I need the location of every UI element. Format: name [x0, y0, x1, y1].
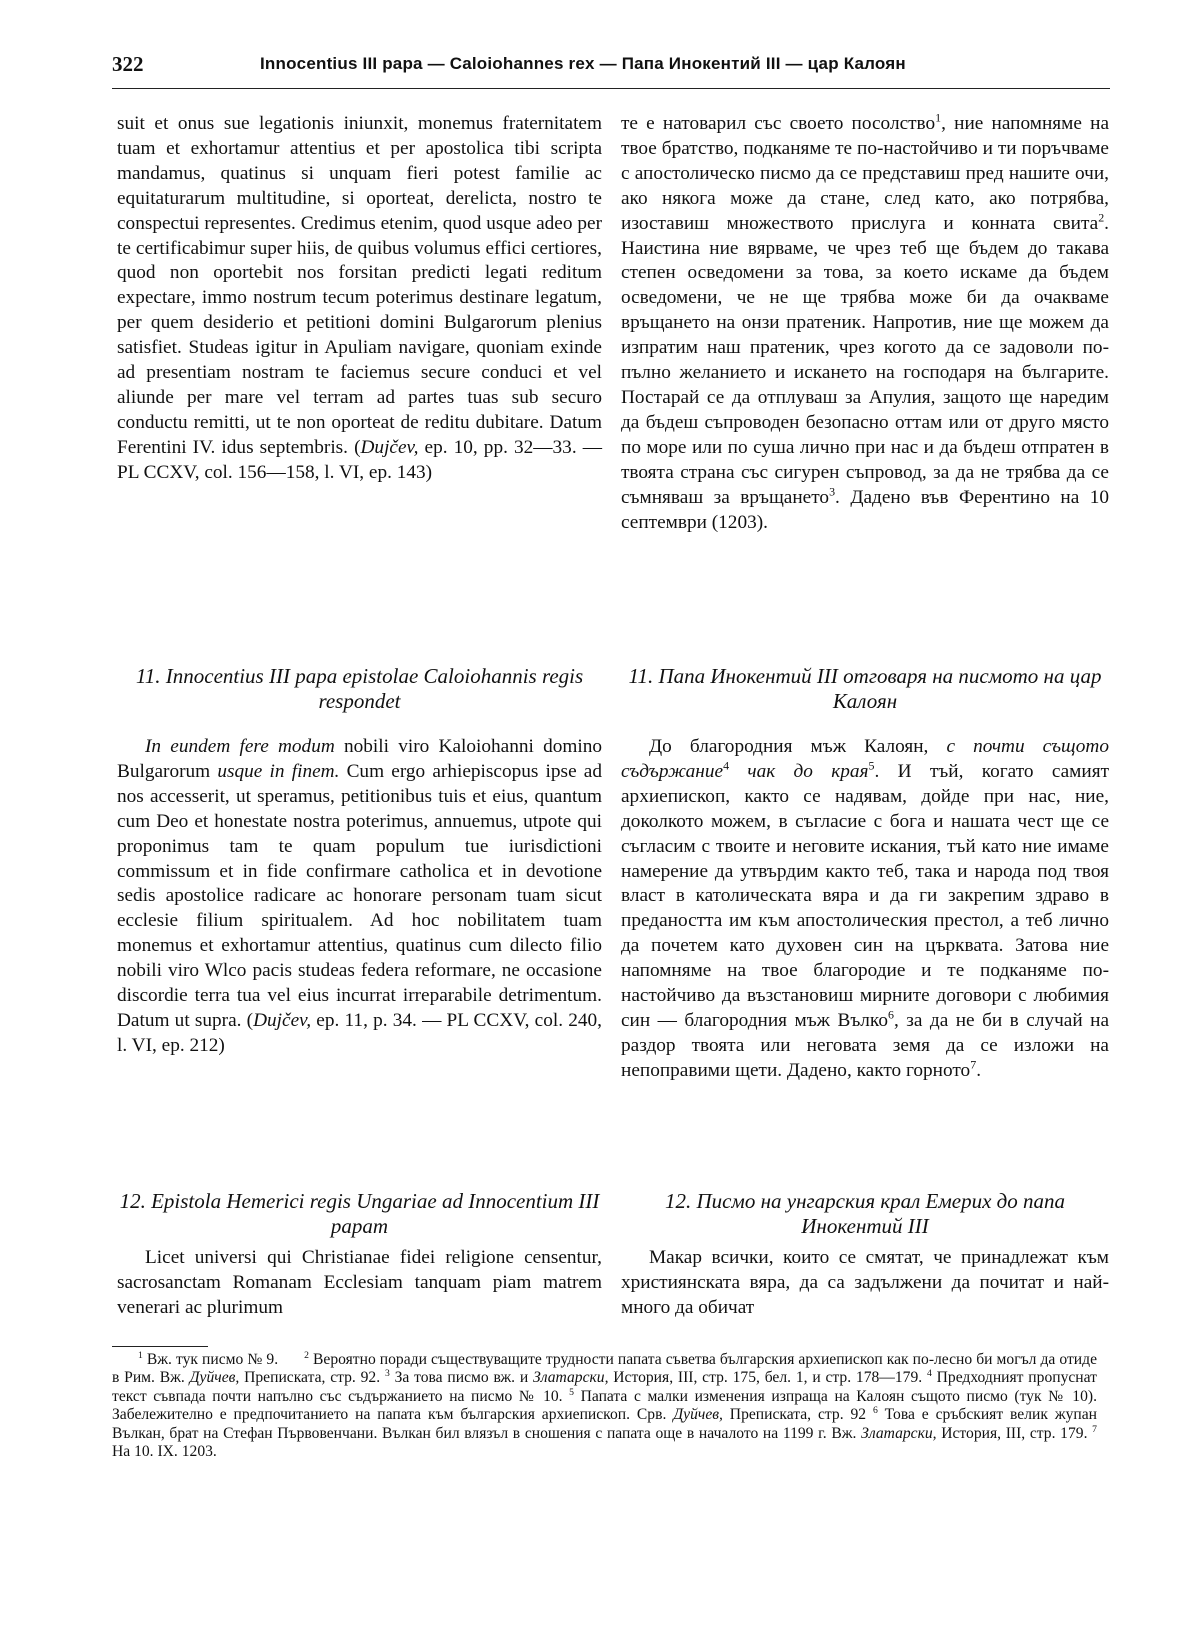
footnote-ref-6: 6 [887, 1007, 894, 1022]
footnote-number-6: 6 [872, 1405, 878, 1417]
letter12-latin-text [117, 1246, 602, 1321]
page-header [112, 48, 1110, 89]
letter12-latin-body: Licet universi qui Christianae fidei religione censentur, sacrosanctam Romanam Ecclesiam tanquam piam matrem venerari ac plurimum [117, 1247, 602, 1318]
footnote-ref-2: 2 [1098, 210, 1105, 225]
footnote-ref-5: 5 [868, 758, 875, 773]
citation-rest: ep. 10, pp. 32—33. — PL CCXV, col. 156—158, l. VI, ep. 143) [117, 436, 602, 483]
footnote-2-author: Дуйчев, [189, 1369, 240, 1387]
letter10-bulgarian-text [621, 112, 1109, 535]
letter11-bulgarian-text [621, 735, 1109, 1084]
footnote-4: Предходният пропуснат текст съвпада почти напълно със съдържанието на писмо № 10. [112, 1369, 1097, 1405]
letter12-bulgarian-title: 12. Писмо на унгарския крал Емерих до папа Инокентий III [664, 1189, 1066, 1238]
letter10-bg-part-d: . Дадено във Ферентино на 10 септември (1203). [621, 486, 1110, 533]
footnote-6-author: Златарски, [861, 1424, 937, 1442]
letter10-latin-body: suit et onus sue legationis iniunxit, monemus fraternitatem tuam et exhortamur attentius et per apostolica tibi scripta mandamus, quatinus si unquam fieri potest familie ac equitaturarum multitudine, si oporteat, derelicta, nostro te conspectui representes. Credimus etenim, quod usque adeo per te certificabimur super hiis, de quibus volumus effici certiores, quod non oportebit nos forsitan predicti legati reditum expectare, immo nostrum tecum poterimus destinare legatum, per quem desiderio et petitioni domini Bulgarorum plenius satisfiet. Studeas igitur in Apuliam navigare, quoniam exinde ad presentiam nostram te faciemus secure conduci et vel aliunde per mare vel terram ad partes tuas sub securo conductu remitti, ut te non oporteat de reditu dubitare. Datum Ferentini IV. idus septembris. ( [117, 113, 602, 458]
letter11-latin-title: 11. Innocentius III papa epistolae Caloiohannis regis respondet [135, 664, 584, 713]
footnote-number-4: 4 [927, 1368, 932, 1380]
letter12-bulgarian-text [621, 1246, 1109, 1321]
footnotes [112, 1351, 1097, 1461]
footnote-6-b: История, III, стр. 179. [936, 1424, 1088, 1442]
letter10-bg-part-b: , ние напомняме на твое братство, подканяме те по-настойчиво и ти поръчваме с апостолическо писмо да се представиш пред нашите очи, ако някога може да стане, след като, ако потрябва, изоставиш множеството прислуга и конната свита [621, 113, 1109, 234]
footnote-6-a: Това е сръбският велик жупан Вълкан, брат на Стефан Първовенчани. Вълкан бил влязъл в сношения с папата още в началото на 1199 г. Вж. [112, 1406, 1098, 1442]
footnote-5-b: Преписката, стр. 92 [722, 1406, 867, 1424]
footnote-5-a: Папата с малки изменения изпраща на Калоян същото писмо (тук № 10). Забележително е предпочитанието на папата към българския архиепископ. Срв. [112, 1387, 1097, 1424]
letter11-latin-part-a: nobili viro Kaloiohanni domino Bulgarorum [117, 736, 602, 782]
footnote-number-5: 5 [569, 1386, 574, 1398]
letter11-bg-italic: с почти същото съдържание [621, 736, 1109, 782]
citation-rest: ep. 11, p. 34. — PL CCXV, col. 240, l. VI, ep. 212) [117, 1009, 602, 1056]
letter11-bg-part-c: , за да не би в случай на раздор твоята или неговата земя да се изложи на непоправими щети. Дадено, както горното [621, 1009, 1110, 1081]
footnote-3-b: История, III, стр. 175, бел. 1, и стр. 178—179. [608, 1369, 923, 1387]
footnote-ref-4: 4 [723, 758, 730, 773]
footnote-ref-7: 7 [970, 1057, 977, 1072]
latin-usque-in-finem: usque in finem. [217, 760, 340, 782]
letter10-latin-text [117, 112, 602, 486]
footnote-ref-1: 1 [935, 110, 942, 125]
letter11-bulgarian-title: 11. Папа Инокентий III отговаря на писмото на цар Калоян [628, 664, 1102, 713]
footnote-2-b: Преписката, стр. 92. [239, 1369, 381, 1387]
running-head: Innocentius III papa — Caloiohannes rex — Папа Инокентий III — цар Калоян [260, 54, 906, 73]
letter10-bg-part-c: . Наистина ние вярваме, че чрез теб ще бъдем до такава степен осведомени за това, за което искаме да бъдем осведомени, че не ще трябва може би да очакваме връщането на онзи пратеник. Напротив, ние ще можем да изпратим наш пратеник, чрез когото да се задоволи по-пълно желанието и искането на господаря на българите. Постарай се да отплуваш за Апулия, защото ще наредим да бъдеш съпроводен безопасно оттам или от друго място по море или по суша лично при нас и да бъдеш отпратен в твоята страна със сигурен съпровод, за да не трябва да се съмняваш за връщането [621, 212, 1109, 508]
footnote-number-2: 2 [304, 1349, 309, 1361]
letter11-bg-italic-2: чак до края [729, 760, 869, 782]
letter11-latin-part-b: Cum ergo arhiepiscopus ipse ad nos accesserit, ut speramus, petitionibus tuis et eius, quantum cum Deo et honestate nostra poterimus, annuemus, utpote qui proponimus tam te quam populum tue iurisdictioni commissum et in fide confirmare catholica et in devotione sedis apostolice radicare ac honorare personam tuam sicut ecclesie filium spiritualem. Ad hoc nobilitatem tuam monemus et exhortamur attentius, quatinus cum dilecto filio nobili viro Wlco pacis studeas federa reformare, ne occasione discordie terra tua vel eius incurrat irreparabile detrimentum. Datum ut supra. ( [117, 760, 603, 1031]
letter11-bg-part-b: . И тъй, когато самият архиепископ, както се надявам, дойде при нас, ние, доколкото можем, в съгласие с бога и нашата чест ще се съгласим с твоите и неговите искания, тъй като ние имаме намерение да утвърдим както теб, така и народа под твоя власт в католическата вяра и да ги закрепим здраво в предаността им към апостолическия престол, а теб лично да почетем като духовен син на църквата. Затова ние напомняме на твое благородие и те подканяме по-настойчиво да възстановиш мирните договори с любимия син — благородния мъж Вълко [621, 760, 1109, 1031]
letter11-bg-part-a: До благородния мъж Калоян, [649, 736, 947, 757]
footnote-7: На 10. IX. 1203. [112, 1443, 217, 1461]
citation-author: Dujčev, [360, 436, 419, 458]
footnote-number-3: 3 [384, 1368, 390, 1380]
page-number: 322 [112, 52, 144, 76]
letter12-bulgarian-body: Макар всички, които се смятат, че принадлежат към християнската вяра, да са задължени да почитат и най-много да обичат [621, 1247, 1109, 1318]
footnote-3-author: Златарски, [533, 1369, 609, 1387]
footnote-1: Вж. тук писмо № 9. [142, 1351, 279, 1368]
footnote-number-7: 7 [1092, 1423, 1097, 1435]
footnote-number-1: 1 [138, 1349, 143, 1361]
footnote-ref-3: 3 [829, 484, 836, 499]
letter12-latin-title: 12. Epistola Hemerici regis Ungariae ad Innocentium III papam [119, 1189, 600, 1238]
latin-incipit: In eundem fere modum [145, 736, 335, 757]
footnote-3-a: За това писмо вж. и [389, 1369, 534, 1387]
letter10-bg-part-a: те е натоварил със своето посолство [621, 113, 936, 134]
citation-author: Dujčev, [253, 1009, 312, 1031]
footnote-2-a: Вероятно поради съществуващите трудности папата съветва българския архиепископ как по-лесно би могъл да отиде в Рим. Вж. [112, 1351, 1098, 1387]
footnote-5-author: Дуйчев, [673, 1406, 723, 1424]
letter11-latin-text [117, 735, 602, 1059]
footnote-separator [112, 1346, 208, 1347]
letter11-bg-part-d: . [976, 1059, 982, 1081]
